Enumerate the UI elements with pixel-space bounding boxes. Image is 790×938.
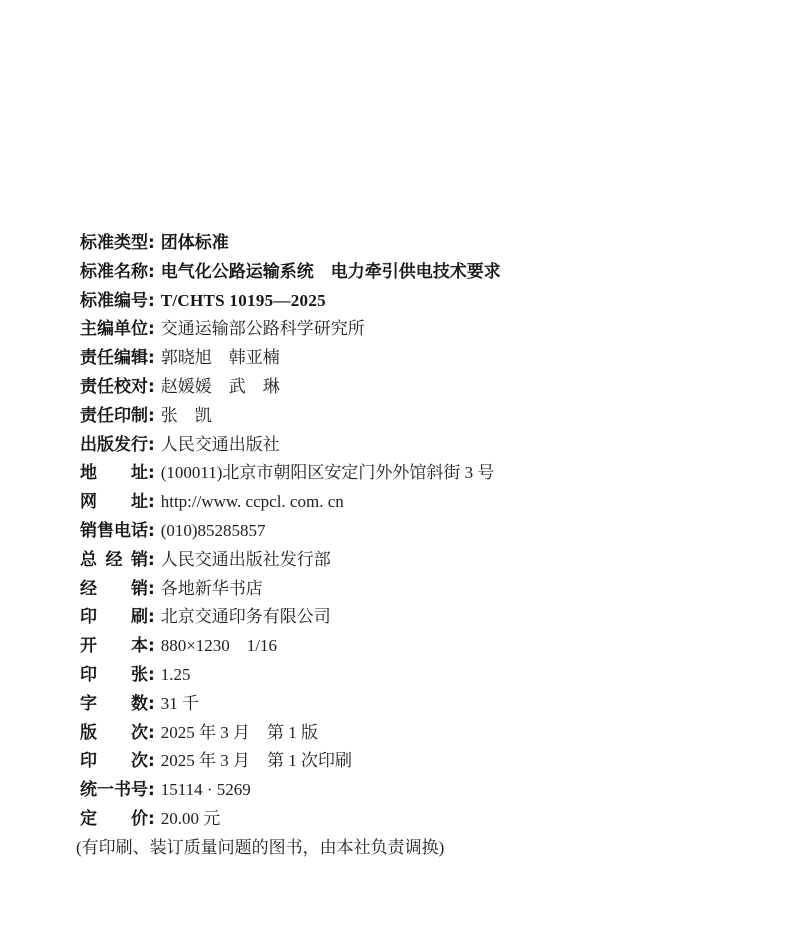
field-label: 统一书号: — [80, 780, 161, 801]
row-website — [80, 488, 501, 517]
field-value: 880×1230 1/16 — [160, 636, 278, 656]
field-label: 经 销: — [80, 578, 161, 599]
row-format — [80, 632, 501, 661]
row-address — [80, 459, 501, 488]
field-label: 印 张: — [80, 664, 161, 685]
field-label: 标准编号: — [80, 290, 161, 311]
field-value: (100011)北京市朝阳区安定门外外馆斜街 3 号 — [160, 463, 495, 483]
field-value: 张 凯 — [160, 405, 212, 425]
field-label: 版 次: — [80, 722, 161, 743]
row-proofreader — [80, 373, 501, 402]
field-value: T/CHTS 10195—2025 — [160, 290, 326, 310]
field-value: 31 千 — [160, 693, 199, 713]
field-label: 字 数: — [80, 693, 161, 714]
row-distributor — [80, 575, 501, 604]
field-label: 网 址: — [80, 492, 161, 513]
row-book-number — [80, 776, 501, 805]
field-value: 2025 年 3 月 第 1 次印刷 — [160, 751, 352, 771]
field-value: 2025 年 3 月 第 1 版 — [160, 722, 318, 742]
row-publisher — [80, 431, 501, 460]
field-value: 人民交通出版社发行部 — [160, 549, 331, 569]
field-value: 郭晓旭 韩亚楠 — [160, 348, 280, 368]
row-print-sheets — [80, 661, 501, 690]
row-standard-number — [80, 287, 501, 316]
row-chief-editor-unit — [80, 315, 501, 344]
field-label: 出版发行: — [80, 434, 161, 455]
field-label: 责任印制: — [80, 405, 161, 426]
row-edition — [80, 719, 501, 748]
row-responsible-editor — [80, 344, 501, 373]
field-value: 赵媛媛 武 琳 — [160, 376, 280, 396]
row-word-count — [80, 690, 501, 719]
field-label: 销售电话: — [80, 520, 161, 541]
colophon-block — [76, 229, 501, 863]
row-standard-name — [80, 258, 501, 287]
field-value: http://www. ccpcl. com. cn — [160, 492, 344, 512]
field-value: (010)85285857 — [160, 520, 266, 540]
field-label: 开 本: — [80, 636, 161, 657]
field-value: 1.25 — [160, 664, 191, 684]
field-label: 标准名称: — [80, 261, 161, 282]
row-impression — [80, 747, 501, 776]
field-value: 人民交通出版社 — [160, 434, 280, 454]
field-value: 交通运输部公路科学研究所 — [160, 319, 365, 339]
field-value: 20.00 元 — [160, 808, 221, 828]
field-label: 责任编辑: — [80, 348, 161, 369]
field-label: 主编单位: — [80, 319, 161, 340]
row-price — [80, 805, 501, 834]
field-label: 标准类型: — [80, 233, 161, 253]
field-label: 地 址: — [80, 463, 161, 484]
field-value: 15114 · 5269 — [160, 780, 251, 800]
row-standard-type — [80, 229, 501, 258]
row-print-supervisor — [80, 402, 501, 431]
row-printer — [80, 603, 501, 632]
field-value: 各地新华书店 — [160, 578, 263, 598]
field-label: 总 经 销: — [80, 549, 161, 570]
field-label: 印 刷: — [80, 607, 161, 628]
field-label: 责任校对: — [80, 376, 161, 397]
quality-exchange-note: (有印刷、装订质量问题的图书，由本社负责调换) — [76, 837, 445, 857]
field-label: 印 次: — [80, 751, 161, 772]
field-value: 北京交通印务有限公司 — [160, 607, 331, 627]
row-general-distributor — [80, 546, 501, 575]
field-value: 电气化公路运输系统 电力牵引供电技术要求 — [160, 261, 501, 282]
field-value: 团体标准 — [160, 233, 229, 253]
field-label: 定 价: — [80, 808, 161, 829]
row-sales-phone — [80, 517, 501, 546]
